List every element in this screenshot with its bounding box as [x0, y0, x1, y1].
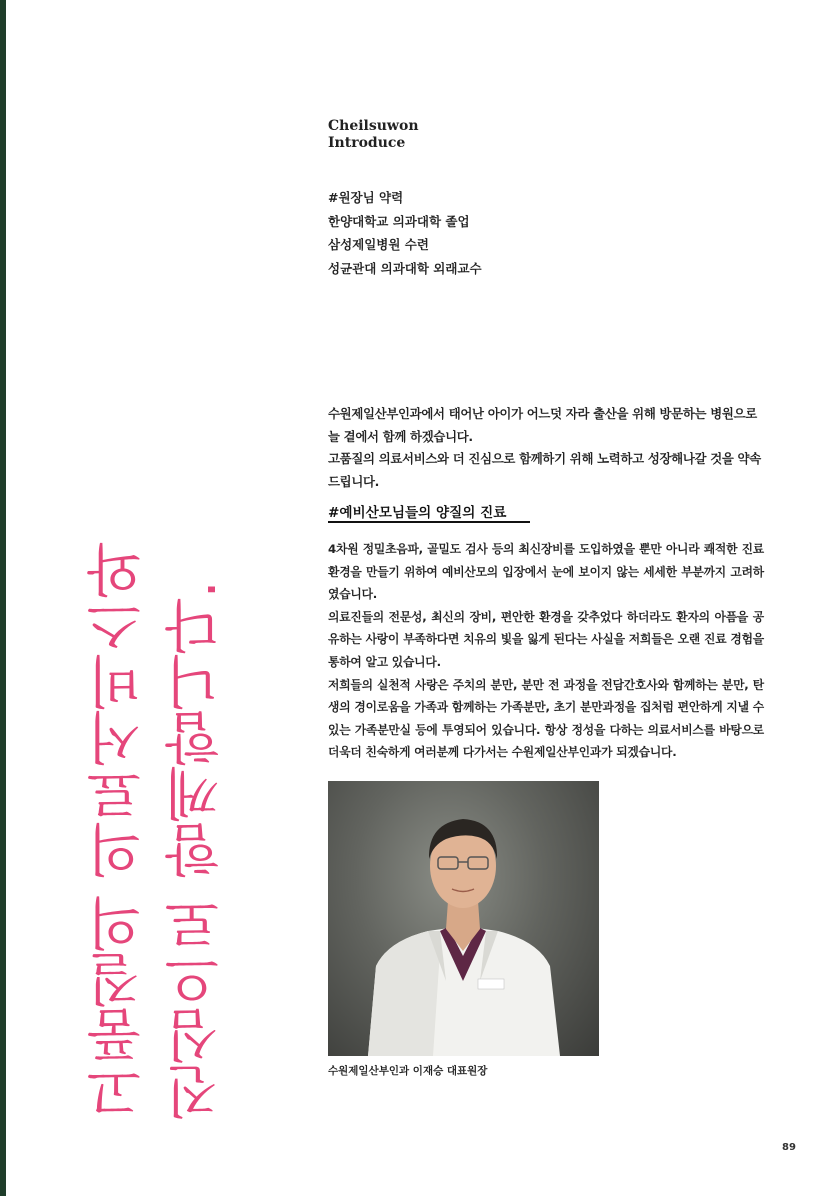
body-text [328, 538, 764, 764]
body-paragraph: 저희들의 실천적 사랑은 주치의 분만, 분만 전 과정을 전담간호사와 함께하는 분만, 탄생의 경이로움을 가족과 함께하는 가족분만, 초기 분만과정을 집처럼 편안하게 지낼 수 있는 가족분만실 등에 투영되어 있습니다. 항상 정성을 다하는 의료서비스를 바탕으로 더욱더 친숙하게 여러분께 다가서는 수원제일산부인과가 되겠습니다. [328, 677, 764, 760]
intro-paragraph: 고품질의 의료서비스와 더 진심으로 함께하기 위해 노력하고 성장해나갈 것을 약속드립니다. [328, 451, 761, 489]
career-item: 성균관대 의과대학 외래교수 [328, 260, 482, 276]
section-underline [328, 521, 530, 523]
intro-text [328, 403, 763, 493]
career-item: 한양대학교 의과대학 졸업 [328, 213, 470, 229]
section-title: #예비산모님들의 양질의 진료 [328, 505, 507, 521]
director-career [328, 186, 482, 280]
doctor-portrait-icon [328, 781, 599, 1056]
slogan [80, 542, 250, 1120]
director-photo [328, 781, 599, 1056]
intro-paragraph: 수원제일산부인과에서 태어난 아이가 어느덧 자라 출산을 위해 방문하는 병원으로 늘 곁에서 함께 하겠습니다. [328, 406, 757, 444]
header-line-2: Introduce [328, 135, 406, 151]
photo-caption: 수원제일산부인과 이재승 대표원장 [328, 1065, 488, 1077]
page-number: 89 [782, 1142, 796, 1153]
career-title: #원장님 약력 [328, 190, 404, 205]
career-item: 삼성제일병원 수련 [328, 237, 429, 252]
section-header [328, 118, 419, 152]
body-paragraph: 4차원 정밀초음파, 골밀도 검사 등의 최신장비를 도입하였을 뿐만 아니라 쾌적한 진료환경을 만들기 위하여 예비산모의 입장에서 눈에 보이지 않는 세세한 부분까지 고려하였습니다. [328, 542, 764, 602]
slogan-line-1: 고품질의 의료서비스와 [86, 542, 151, 1120]
slogan-line-2: 진심으로 함께합니다. [164, 580, 229, 1120]
body-paragraph: 의료진들의 전문성, 최신의 장비, 편안한 환경을 갖추었다 하더라도 환자의 아픔을 공유하는 사랑이 부족하다면 치유의 빛을 잃게 된다는 사실을 저희들은 오랜 진료 경험을 통하여 알고 있습니다. [328, 609, 764, 669]
header-line-1: Cheilsuwon [328, 118, 419, 134]
page-edge-strip [0, 0, 6, 1196]
